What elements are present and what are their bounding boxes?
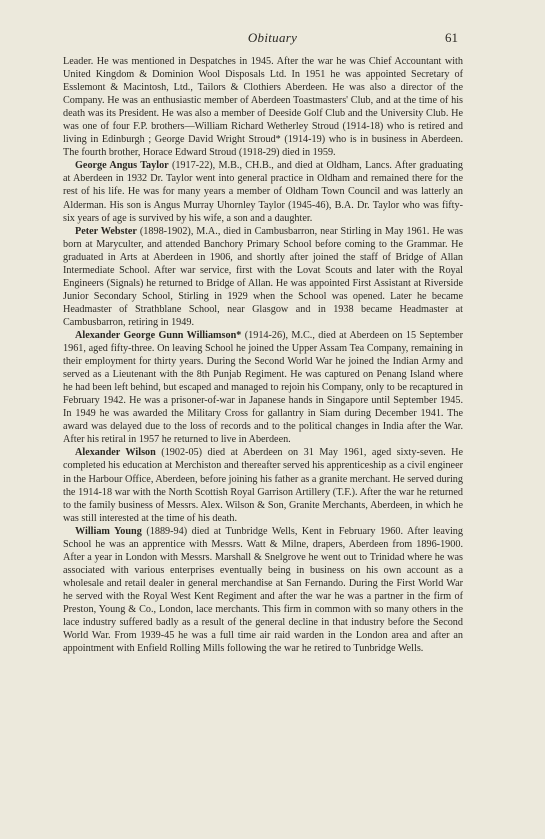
person-name: William Young	[75, 525, 142, 537]
person-name: Alexander Wilson	[75, 447, 156, 459]
obituary-entry: Alexander George Gunn Williamson* (1914-26), M.C., died at Aberdeen on 15 September 1961, aged fifty-three. On leaving School he joined the Upper Assam Tea Company, remaining in their employment for thirty years. During the Second World War he joined the Indian Army and served as a Lieutenant with the 8th Punjab Regiment. He was captured on Penang Island where he had been left behind, but escaped and managed to rejoin his Company, only to be recaptured in February 1942. He was a prisoner-of-war in Japanese hands in Singapore until September 1945. In 1949 he was awarded the Military Cross for gallantry in Siam during December 1941. The award was delayed due to the loss of records and to the political changes in India after the War. After his retiral in 1957 he returned to live in Aberdeen.	[63, 329, 463, 446]
obituary-entry: Peter Webster (1898-1902), M.A., died in Cambusbarron, near Stirling in May 1961. He was born at Maryculter, and attended Banchory Primary School before coming to the Grammar. He graduated in Arts at Aberdeen in 1906, and shortly after joined the staff of Bridge of Allan Intermediate School. After war service, first with the Lovat Scouts and later with the Royal Engineers (Signals) he returned to Bridge of Allan. He was appointed First Assistant at Riverside Junior Secondary School, Stirling in 1929 when the School was opened. Later he became Headmaster of Strathblane School, near Glasgow and in 1938 became Headmaster at Cambusbarron, retiring in 1949.	[63, 225, 463, 328]
page-header	[0, 30, 545, 48]
obituary-entry: William Young (1889-94) died at Tunbridge Wells, Kent in February 1960. After leaving School he was an apprentice with Messrs. Watt & Milne, drapers, Aberdeen from 1896-1900. After a year in London with Messrs. Marshall & Snelgrove he went out to Trinidad where he was associated with various enterprises eventually being in business on his own account as a wholesale and retail dealer in general merchandise at San Fernando. During the First World War he served with the Royal West Kent Regiment and after the war he was a partner in the firm of Preston, Young & Co., London, lace merchants. This firm in common with so many others in the lace industry suffered badly as a result of the general decline in that industry before the Second World War. From 1939-45 he was a full time air raid warden in the London area and after an appointment with Enfield Rolling Mills following the war he retired to Tunbridge Wells.	[63, 525, 463, 655]
person-name: Alexander George Gunn Williamson*	[75, 329, 242, 341]
obituary-text	[63, 55, 463, 655]
person-name: Peter Webster	[75, 225, 137, 237]
person-name: George Angus Taylor	[75, 160, 169, 172]
obituary-entry: Alexander Wilson (1902-05) died at Aberdeen on 31 May 1961, aged sixty-seven. He completed his education at Merchiston and thereafter served his apprenticeship as a civil engineer in the Harbour Office, Aberdeen, before joining his father as a granite merchant. He served during the 1914-18 war with the North Scottish Royal Garrison Artillery (T.F.). After the war he returned to the family business of Messrs. Alex. Wilson & Son, Granite Merchants, Aberdeen, in which he was still interested at the time of his death.	[63, 447, 463, 524]
paragraph-continued: Leader. He was mentioned in Despatches in 1945. After the war he was Chief Accountant with United Kingdom & Dominion Wool Disposals Ltd. In 1951 he was appointed Secretary of Esslemont & Macintosh, Ltd., Tailors & Clothiers Aberdeen. He was also a director of the Company. He was an enthusiastic member of Aberdeen Toastmasters' Club, and at the time of his death was its President. He was also a member of Deeside Golf Club and the University Club. He was one of four F.P. brothers—William Richard Wetherley Stroud (1914-18) who is retired and living in Edinburgh ; George David Wright Stroud* (1914-19) who is in business in Aberdeen. The fourth brother, Horace Edward Stroud (1918-29) died in 1959.	[63, 56, 463, 159]
running-title: Obituary	[247, 30, 298, 45]
page-number: 61	[445, 30, 458, 45]
obituary-entry: George Angus Taylor (1917-22), M.B., CH.B., and died at Oldham, Lancs. After graduating at Aberdeen in 1932 Dr. Taylor went into general practice in Oldham and remained there for the rest of his life. He was for many years a member of Oldham Town Council and was latterly an Alderman. His son is Angus Murray Uhornley Taylor (1945-46), B.A. Dr. Taylor who was fifty-six years of age is survived by his wife, a son and a daughter.	[63, 160, 463, 224]
